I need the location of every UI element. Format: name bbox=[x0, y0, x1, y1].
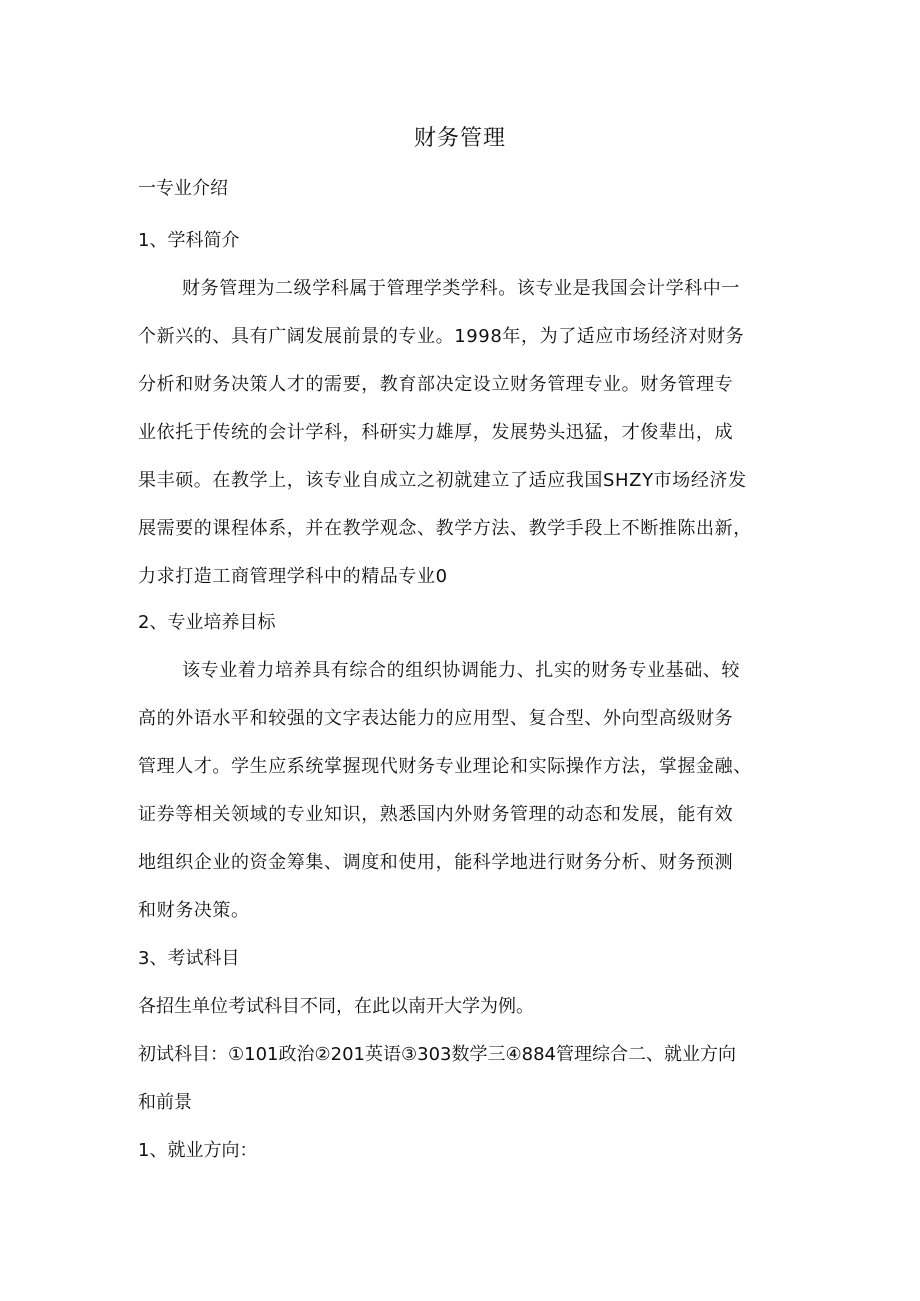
paragraph-line: 果丰硕。在教学上，该专业自成立之初就建立了适应我国SHZY市场经济发 bbox=[138, 470, 747, 491]
paragraph-line: 展需要的课程体系，并在教学观念、教学方法、教学手段上不断推陈出新， bbox=[138, 518, 752, 539]
section-heading-intro: 一专业介绍 bbox=[138, 178, 228, 199]
paragraph-line: 该专业着力培养具有综合的组织协调能力、扎实的财务专业基础、较 bbox=[182, 660, 740, 681]
paragraph-line: 和前景 bbox=[138, 1092, 192, 1113]
paragraph-line: 各招生单位考试科目不同，在此以南开大学为例。 bbox=[138, 996, 534, 1017]
paragraph-line: 业依托于传统的会计学科，科研实力雄厚，发展势头迅猛，才俊辈出，成 bbox=[138, 422, 734, 443]
paragraph-line: 高的外语水平和较强的文字表达能力的应用型、复合型、外向型高级财务 bbox=[138, 708, 734, 729]
subheading-exam-subjects: 3、考试科目 bbox=[138, 948, 240, 969]
paragraph-line: 管理人才。学生应系统掌握现代财务专业理论和实际操作方法，掌握金融、 bbox=[138, 756, 752, 777]
subheading-employment-direction: 1、就业方向： bbox=[138, 1140, 258, 1161]
paragraph-line: 和财务决策。 bbox=[138, 900, 250, 921]
paragraph-line: 个新兴的、具有广阔发展前景的专业。1998年，为了适应市场经济对财务 bbox=[138, 326, 745, 347]
paragraph-line: 财务管理为二级学科属于管理学类学科。该专业是我国会计学科中一 bbox=[182, 278, 740, 299]
subheading-training-objectives: 2、专业培养目标 bbox=[138, 612, 276, 633]
paragraph-line: 初试科目：①101政治②201英语③303数学三④884管理综合二、就业方向 bbox=[138, 1044, 736, 1065]
paragraph-line: 分析和财务决策人才的需要，教育部决定设立财务管理专业。财务管理专 bbox=[138, 374, 734, 395]
paragraph-line: 力求打造工商管理学科中的精品专业0 bbox=[138, 566, 448, 587]
document-title: 财务管理 bbox=[413, 126, 506, 151]
paragraph-line: 证券等相关领域的专业知识，熟悉国内外财务管理的动态和发展，能有效 bbox=[138, 804, 734, 825]
subheading-discipline-overview: 1、学科简介 bbox=[138, 230, 240, 251]
paragraph-line: 地组织企业的资金筹集、调度和使用，能科学地进行财务分析、财务预测 bbox=[138, 852, 734, 873]
